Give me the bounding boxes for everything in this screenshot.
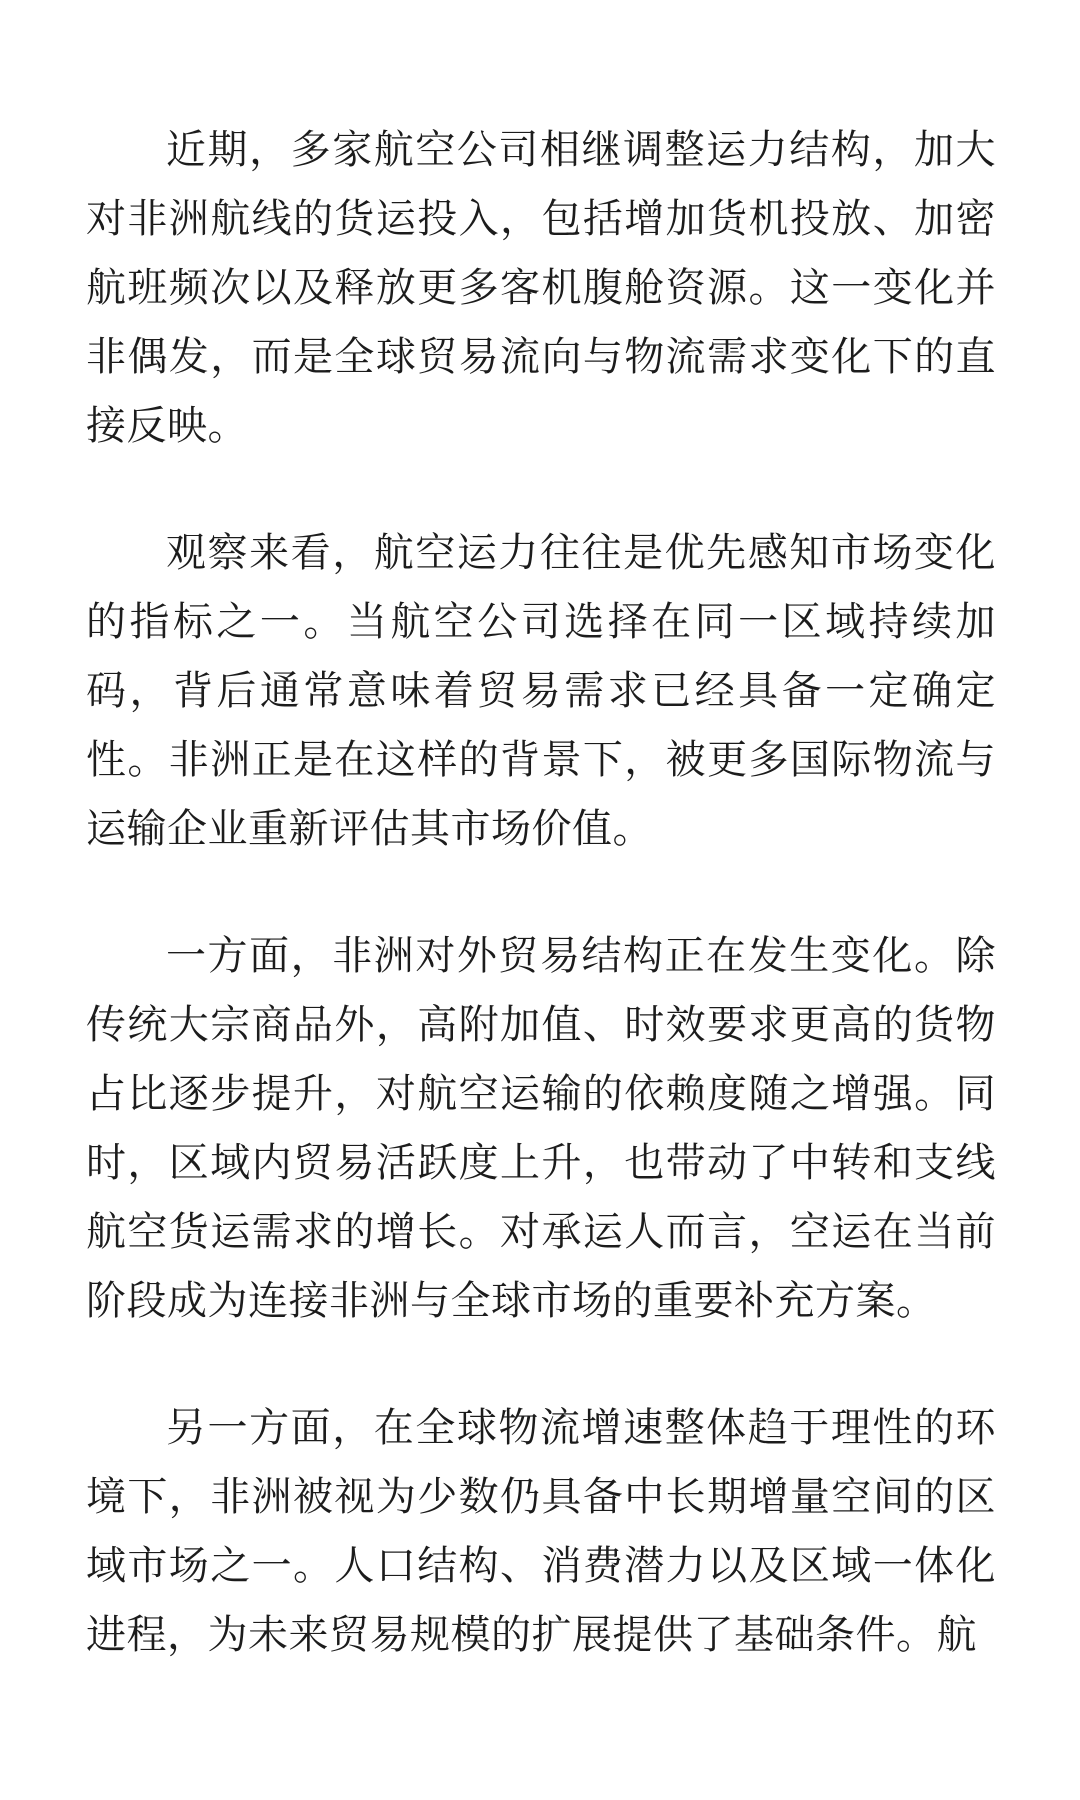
- article-body: [86, 116, 996, 1728]
- paragraph-1: 近期，多家航空公司相继调整运力结构，加大对非洲航线的货运投入，包括增加货机投放、加密航班频次以及释放更多客机腹舱资源。这一变化并非偶发，而是全球贸易流向与物流需求变化下的直接反映。: [86, 127, 996, 449]
- paragraph-4: 另一方面，在全球物流增速整体趋于理性的环境下，非洲被视为少数仍具备中长期增量空间的区域市场之一。人口结构、消费潜力以及区域一体化进程，为未来贸易规模的扩展提供了基础条件。航: [86, 1405, 996, 1658]
- paragraph-2: 观察来看，航空运力往往是优先感知市场变化的指标之一。当航空公司选择在同一区域持续加码，背后通常意味着贸易需求已经具备一定确定性。非洲正是在这样的背景下，被更多国际物流与运输企业重新评估其市场价值。: [86, 530, 996, 852]
- paragraph-3: 一方面，非洲对外贸易结构正在发生变化。除传统大宗商品外，高附加值、时效要求更高的货物占比逐步提升，对航空运输的依赖度随之增强。同时，区域内贸易活跃度上升，也带动了中转和支线航空货运需求的增长。对承运人而言，空运在当前阶段成为连接非洲与全球市场的重要补充方案。: [86, 933, 996, 1324]
